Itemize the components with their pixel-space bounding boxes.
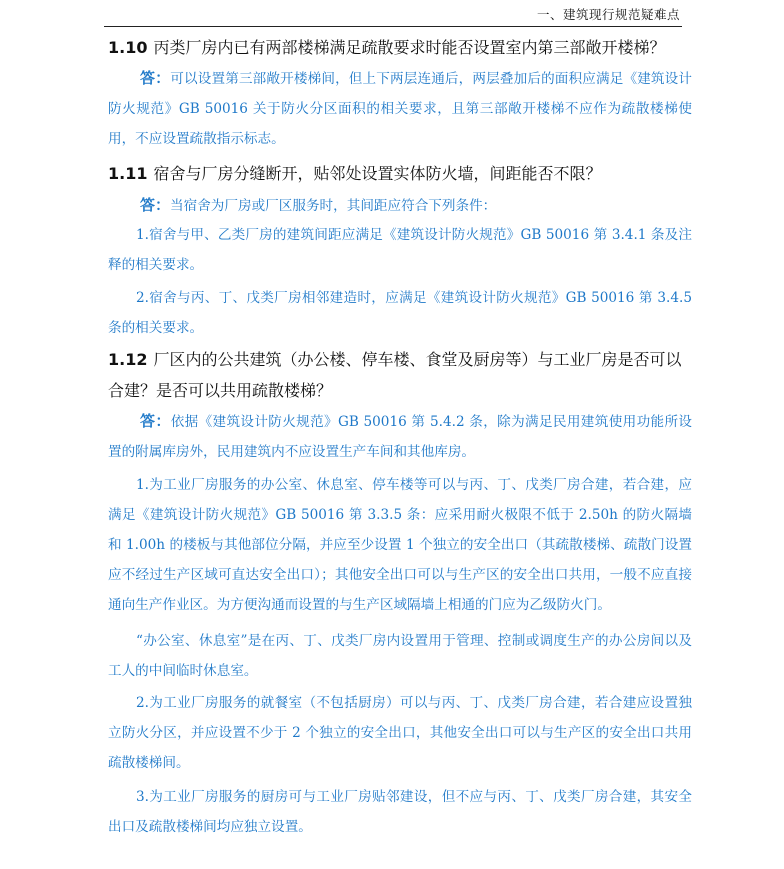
list-item: “办公室、休息室”是在丙、丁、戊类厂房内设置用于管理、控制或调度生产的办公房间以及工人的中间临时休息室。 (108, 633, 692, 679)
answer-label: 答： (140, 412, 171, 430)
header-divider (104, 26, 682, 27)
question-number: 1.11 (108, 164, 148, 183)
question-1-12 (108, 344, 690, 406)
question-text: 厂区内的公共建筑（办公楼、停车楼、食堂及厨房等）与工业厂房是否可以合建？是否可以共用疏散楼梯？ (108, 350, 682, 400)
answer-label: 答： (140, 196, 171, 214)
list-item: 3.为工业厂房服务的厨房可与工业厂房贴邻建设，但不应与丙、丁、戊类厂房合建，其安全出口及疏散楼梯间均应独立设置。 (108, 789, 692, 835)
question-text: 丙类厂房内已有两部楼梯满足疏散要求时能否设置室内第三部敞开楼梯？ (153, 38, 666, 57)
question-number: 1.12 (108, 350, 148, 369)
answer-text: 依据《建筑设计防火规范》GB 50016 第 5.4.2 条，除为满足民用建筑使用功能所设置的附属库房外，民用建筑内不应设置生产车间和其他库房。 (108, 414, 692, 460)
answer-text: 当宿舍为厂房或厂区服务时，其间距应符合下列条件： (170, 198, 497, 214)
answer-1-10 (108, 63, 692, 154)
answer-label: 答： (140, 69, 171, 87)
running-header: 一、建筑现行规范疑难点 (536, 7, 680, 22)
list-item: 1.为工业厂房服务的办公室、休息室、停车楼等可以与丙、丁、戊类厂房合建，若合建，应满足《建筑设计防火规范》GB 50016 第 3.3.5 条：应采用耐火极限不低于 2.50h 的防火隔墙和 1.00h 的楼板与其他部位分隔，并应至少设置 1 个独立的安全出口（其疏散楼梯、疏散门设置应不经过生产区域可直达安全出口）；其他安全出口可以与生产区的安全出口共用，一般不应直接通向生产作业区。为方便沟通而设置的与生产区域隔墙上相通的门应为乙级防火门。 (108, 477, 692, 613)
question-1-10 (108, 32, 690, 63)
question-text: 宿舍与厂房分缝断开，贴邻处设置实体防火墙，间距能否不限？ (153, 164, 602, 183)
list-item: 1.宿舍与甲、乙类厂房的建筑间距应满足《建筑设计防火规范》GB 50016 第 3.4.1 条及注释的相关要求。 (108, 227, 692, 273)
answer-text: 可以设置第三部敞开楼梯间，但上下两层连通后，两层叠加后的面积应满足《建筑设计防火规范》GB 50016 关于防火分区面积的相关要求，且第三部敞开楼梯不应作为疏散楼梯使用，不应设置疏散指示标志。 (108, 71, 692, 147)
answer-1-12 (108, 406, 692, 467)
question-number: 1.10 (108, 38, 148, 57)
question-1-11 (108, 158, 690, 189)
answer-1-11 (108, 190, 692, 221)
list-item: 2.宿舍与丙、丁、戊类厂房相邻建造时，应满足《建筑设计防火规范》GB 50016 第 3.4.5 条的相关要求。 (108, 290, 692, 336)
list-item: 2.为工业厂房服务的就餐室（不包括厨房）可以与丙、丁、戊类厂房合建，若合建应设置独立防火分区，并应设置不少于 2 个独立的安全出口，其他安全出口可以与生产区的安全出口共用疏散楼梯间。 (108, 695, 692, 771)
